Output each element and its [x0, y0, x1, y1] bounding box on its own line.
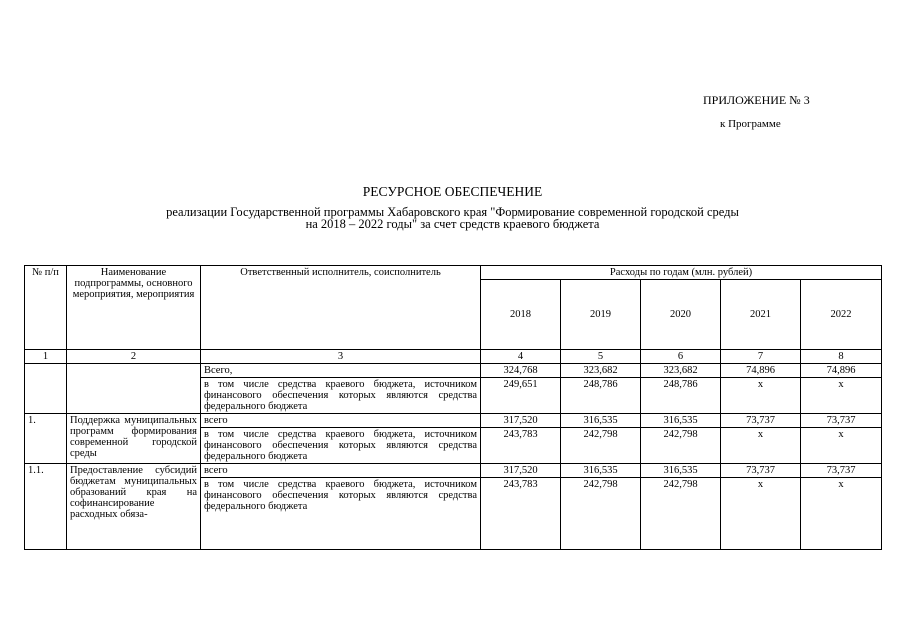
row-value: 323,682 [561, 364, 641, 378]
row-value: 243,783 [481, 428, 561, 464]
row-value: 242,798 [561, 478, 641, 550]
table-row [25, 464, 882, 478]
appendix-label: ПРИЛОЖЕНИЕ № 3 [703, 93, 810, 107]
row-name-text: Предоставление субсидий бюджетам муниципальных образований края на софинансирование расходных обяза- [70, 465, 197, 520]
row-name: Поддержка муниципальных программ формирования современной городской среды [67, 414, 201, 464]
row-value: 249,651 [481, 378, 561, 414]
row-num [25, 364, 67, 414]
header-year: 2020 [641, 280, 721, 350]
row-value: 248,786 [641, 378, 721, 414]
row-label: в том числе средства краевого бюджета, источником финансового обеспечения которых являются средства федерального бюджета [201, 478, 481, 550]
row-label: всего [201, 414, 481, 428]
table-row [25, 414, 882, 428]
row-value: 316,535 [641, 414, 721, 428]
row-value: 248,786 [561, 378, 641, 414]
row-label: Всего, [201, 364, 481, 378]
row-num: 1. [25, 414, 67, 464]
col-index: 3 [201, 350, 481, 364]
row-value: 317,520 [481, 464, 561, 478]
col-index: 4 [481, 350, 561, 364]
resource-table [24, 265, 882, 550]
row-value: x [721, 428, 801, 464]
row-value: 73,737 [801, 464, 882, 478]
row-value: 74,896 [801, 364, 882, 378]
row-value: 74,896 [721, 364, 801, 378]
header-responsible: Ответственный исполнитель, соисполнитель [201, 266, 481, 350]
row-value: x [721, 378, 801, 414]
col-index: 5 [561, 350, 641, 364]
row-label: в том числе средства краевого бюджета, источником финансового обеспечения которых являются средства федерального бюджета [201, 428, 481, 464]
row-label: всего [201, 464, 481, 478]
row-value: 73,737 [801, 414, 882, 428]
row-num: 1.1. [25, 464, 67, 550]
col-index: 8 [801, 350, 882, 364]
row-value: 324,768 [481, 364, 561, 378]
row-value: x [801, 378, 882, 414]
document-title: РЕСУРСНОЕ ОБЕСПЕЧЕНИЕ [362, 184, 543, 199]
header-num: № п/п [25, 266, 67, 350]
row-value: 73,737 [721, 464, 801, 478]
row-value: 316,535 [561, 414, 641, 428]
row-value: 317,520 [481, 414, 561, 428]
subtitle-line-1: реализации Государственной программы Хабаровского края "Формирование современной городской среды [166, 205, 739, 219]
row-value: 242,798 [561, 428, 641, 464]
subtitle-line-2: на 2018 – 2022 годы" за счет средств краевого бюджета [305, 217, 600, 231]
row-value: 242,798 [641, 428, 721, 464]
header-expenses: Расходы по годам (млн. рублей) [481, 266, 882, 280]
col-index: 7 [721, 350, 801, 364]
header-year: 2018 [481, 280, 561, 350]
header-year: 2019 [561, 280, 641, 350]
row-value: 243,783 [481, 478, 561, 550]
col-index: 1 [25, 350, 67, 364]
row-value: 316,535 [561, 464, 641, 478]
row-value: x [801, 478, 882, 550]
header-year: 2022 [801, 280, 882, 350]
row-value: 316,535 [641, 464, 721, 478]
header-name: Наименование подпрограммы, основного мероприятия, мероприятия [67, 266, 201, 350]
row-label: в том числе средства краевого бюджета, источником финансового обеспечения которых являются средства федерального бюджета [201, 378, 481, 414]
row-name [67, 364, 201, 414]
row-value: x [801, 428, 882, 464]
row-value: x [721, 478, 801, 550]
row-value: 242,798 [641, 478, 721, 550]
table-row [25, 364, 882, 378]
col-index: 6 [641, 350, 721, 364]
header-year: 2021 [721, 280, 801, 350]
col-index: 2 [67, 350, 201, 364]
row-value: 323,682 [641, 364, 721, 378]
appendix-subtitle: к Программе [720, 118, 781, 130]
document-subtitle [100, 206, 805, 230]
row-value: 73,737 [721, 414, 801, 428]
row-name [67, 464, 201, 550]
